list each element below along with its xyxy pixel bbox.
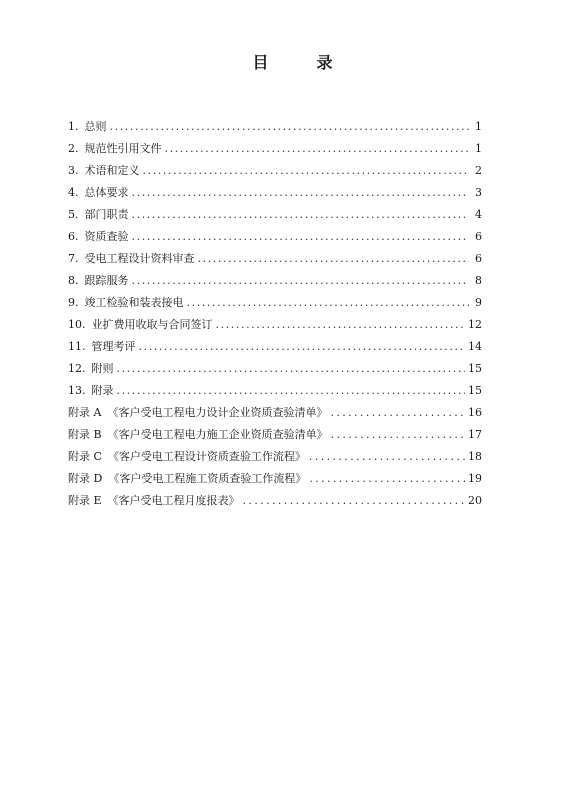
toc-entry-title: 《客户受电工程月度报表》	[107, 494, 240, 507]
toc-entry-page: 1	[475, 142, 482, 155]
toc-entry[interactable]	[68, 138, 482, 160]
dot-leader	[243, 490, 465, 512]
toc-entry[interactable]	[68, 380, 482, 402]
toc-entry-title: 跟踪服务	[84, 274, 129, 287]
dot-leader	[139, 336, 466, 358]
toc-entry[interactable]	[68, 292, 482, 314]
toc-entry-title: 《客户受电工程电力施工企业资质查验清单》	[107, 428, 328, 441]
toc-entry-number: 4.	[68, 186, 79, 199]
toc-entry-title: 术语和定义	[84, 164, 140, 177]
dot-leader	[309, 468, 465, 490]
toc-entry-page: 4	[475, 208, 482, 221]
dot-leader	[187, 292, 470, 314]
toc-entry-title: 《客户受电工程电力设计企业资质查验清单》	[107, 406, 328, 419]
toc-entry-title: 受电工程设计资料审查	[84, 252, 195, 265]
toc-entry-title: 总体要求	[84, 186, 129, 199]
toc-entry-title: 附录	[91, 384, 114, 397]
dot-leader	[330, 402, 465, 424]
toc-entry-number: 11.	[68, 340, 86, 353]
toc-entry-number: 3.	[68, 164, 79, 177]
dot-leader	[117, 358, 466, 380]
toc-entry-number: 12.	[68, 362, 86, 375]
dot-leader	[132, 270, 470, 292]
toc-entry-number: 13.	[68, 384, 86, 397]
dot-leader	[132, 182, 470, 204]
toc-entry-page: 2	[475, 164, 482, 177]
toc-entry-page: 19	[468, 472, 482, 485]
dot-leader	[110, 116, 470, 138]
toc-entry-page: 6	[475, 252, 482, 265]
toc-entry-number: 9.	[68, 296, 79, 309]
toc-entry-title: 《客户受电工程施工资质查验工作流程》	[108, 472, 307, 485]
toc-entry-page: 1	[475, 120, 482, 133]
toc-entry-title: 管理考评	[91, 340, 136, 353]
toc-entry-number: 附录 B	[68, 428, 102, 441]
toc-entry[interactable]	[68, 314, 482, 336]
toc-entry[interactable]	[68, 270, 482, 292]
toc-entry-page: 12	[468, 318, 482, 331]
toc-entry[interactable]	[68, 116, 482, 138]
toc-entry-page: 17	[468, 428, 482, 441]
toc-entry-page: 9	[475, 296, 482, 309]
toc-entry[interactable]	[68, 160, 482, 182]
toc-entry-page: 14	[468, 340, 482, 353]
toc-entry-title: 《客户受电工程设计资质查验工作流程》	[107, 450, 306, 463]
toc-entry-appendix[interactable]	[68, 402, 482, 424]
dot-leader	[132, 226, 470, 248]
dot-leader	[117, 380, 466, 402]
toc-entry[interactable]	[68, 358, 482, 380]
toc-entry-number: 5.	[68, 208, 79, 221]
toc-entry-number: 1.	[68, 120, 79, 133]
page-title: 目 录	[252, 53, 349, 72]
toc-entry-title: 竣工检验和装表接电	[84, 296, 184, 309]
toc-entry[interactable]	[68, 226, 482, 248]
table-of-contents	[68, 116, 482, 512]
toc-entry[interactable]	[68, 248, 482, 270]
toc-entry[interactable]	[68, 336, 482, 358]
dot-leader	[143, 160, 470, 182]
toc-entry-page: 3	[475, 186, 482, 199]
toc-entry-title: 部门职责	[84, 208, 129, 221]
dot-leader	[198, 248, 470, 270]
toc-entry-page: 6	[475, 230, 482, 243]
dot-leader	[132, 204, 470, 226]
dot-leader	[165, 138, 470, 160]
dot-leader	[216, 314, 466, 336]
dot-leader	[309, 446, 465, 468]
toc-entry-number: 7.	[68, 252, 79, 265]
toc-entry-number: 附录 E	[68, 494, 102, 507]
toc-entry-title: 附则	[91, 362, 114, 375]
toc-entry-number: 附录 C	[68, 450, 102, 463]
toc-entry-appendix[interactable]	[68, 446, 482, 468]
toc-entry-appendix[interactable]	[68, 468, 482, 490]
toc-entry-appendix[interactable]	[68, 490, 482, 512]
toc-entry-title: 总则	[84, 120, 107, 133]
toc-entry-page: 15	[468, 362, 482, 375]
toc-entry-page: 16	[468, 406, 482, 419]
toc-entry-title: 规范性引用文件	[84, 142, 162, 155]
toc-entry-number: 2.	[68, 142, 79, 155]
toc-entry-page: 20	[468, 494, 482, 507]
dot-leader	[331, 424, 465, 446]
toc-entry-appendix[interactable]	[68, 424, 482, 446]
toc-entry-page: 15	[468, 384, 482, 397]
toc-entry-number: 8.	[68, 274, 79, 287]
toc-entry-page: 8	[475, 274, 482, 287]
toc-entry-number: 6.	[68, 230, 79, 243]
toc-entry-title: 业扩费用收取与合同签订	[91, 318, 213, 331]
toc-entry[interactable]	[68, 182, 482, 204]
toc-entry-number: 附录 D	[68, 472, 103, 485]
toc-entry-title: 资质查验	[84, 230, 129, 243]
toc-entry[interactable]	[68, 204, 482, 226]
toc-entry-number: 附录 A	[68, 406, 102, 419]
toc-entry-number: 10.	[68, 318, 86, 331]
toc-entry-page: 18	[468, 450, 482, 463]
